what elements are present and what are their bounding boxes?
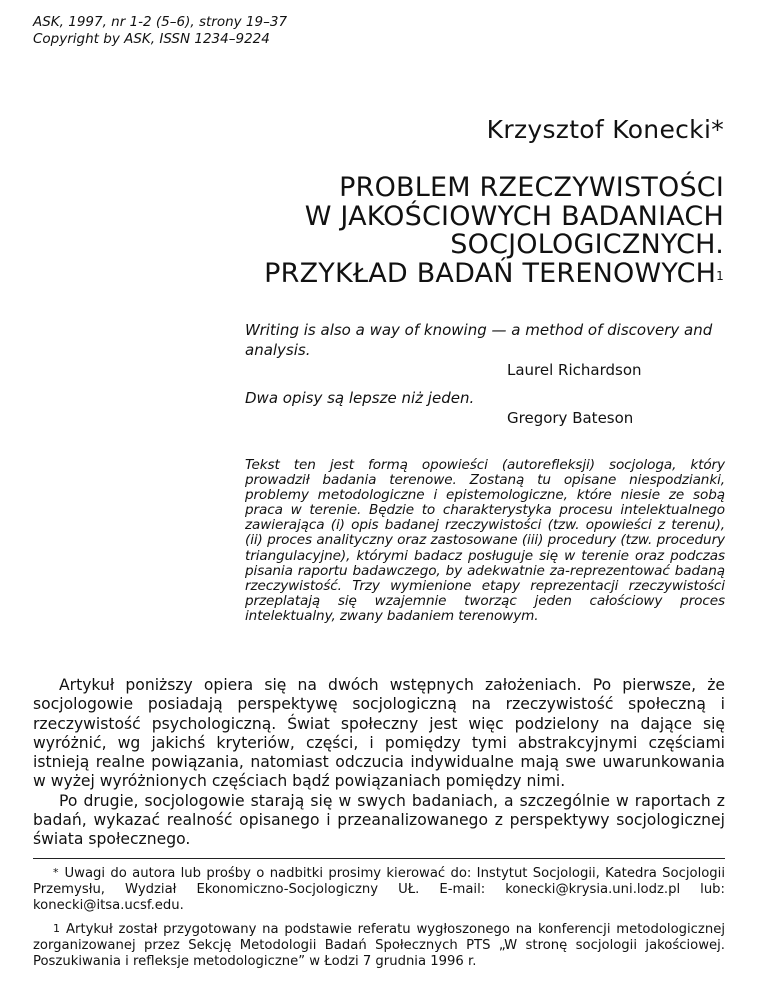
epigraph-source: Laurel Richardson (507, 361, 642, 379)
copyright-line: Copyright by ASK, ISSN 1234–9224 (33, 31, 270, 47)
epigraph-source: Gregory Bateson (507, 409, 634, 427)
article-title (164, 174, 724, 288)
body-paragraph: Po drugie, socjologowie starają się w swych badaniach, a szczególnie w raportach z badań, wykazać realność opisanego i przeanalizowanego z perspektywy socjologicznej świata społecznego. (33, 791, 725, 849)
title-footnote-ref: 1 (716, 268, 724, 283)
epigraph-quote: Writing is also a way of knowing — a method of discovery and analysis. (245, 321, 713, 359)
journal-citation: ASK, 1997, nr 1-2 (5–6), strony 19–37 (33, 14, 288, 30)
journal-header (33, 14, 287, 48)
footnote-text: Artykuł został przygotowany na podstawie referatu wygłoszonego na konferencji metodologicznej zorganizowanej przez Sekcję Metodologii Badań Społecznych PTS „W stronę socjologii jakościowej. Poszukiwania i refleksje metodologiczne” w Łodzi 7 grudnia 1996 r. (33, 922, 725, 970)
epigraph-quote: Dwa opisy są lepsze niż jeden. (245, 389, 475, 407)
footnote-text: Uwagi do autora lub prośby o nadbitki prosimy kierować do: Instytut Socjologii, Katedra Socjologii Przemysłu, Wydział Ekonomiczno-Socjologiczny UŁ. E-mail: konecki@krysia.uni.lodz.pl lub: konecki@itsa.ucsf.edu. (33, 866, 725, 914)
footnote (33, 922, 725, 971)
title-line: W JAKOŚCIOWYCH BADANIACH (304, 200, 724, 232)
footnote (33, 866, 725, 915)
footnote-divider (33, 858, 725, 859)
footnote-mark: * (53, 866, 59, 879)
epigraph (245, 388, 725, 428)
title-line (164, 257, 724, 289)
body-paragraph: Artykuł poniższy opiera się na dwóch wstępnych założeniach. Po pierwsze, że socjologowie posiadają perspektywę socjologiczną na rzeczywistość społeczną i rzeczywistość psychologiczną. Świat społeczny jest więc podzielony na dające się wyróżnić, wg jakichś kryteriów, części, i pomiędzy tymi abstrakcyjnymi częściami istnieją realne powiązania, natomiast odczucia indywidualne mają swe uwarunkowania w wyżej wyróżnionych częściach bądź powiązaniach pomiędzy nimi. (33, 676, 725, 791)
abstract: Tekst ten jest formą opowieści (autorefleksji) socjologa, który prowadził badania terenowe. Zostaną tu opisane niespodzianki, problemy metodologiczne i epistemologiczne, które niesie ze sobą praca w terenie. Będzie to charakterystyka procesu intelektualnego zawierająca (i) opis badanej rzeczywistości (tzw. opowieści z terenu), (ii) proces analityczny oraz zastosowane (iii) procedury (tzw. procedury triangulacyjne), którymi badacz posługuje się w terenie oraz podczas pisania raportu badawczego, by adekwatnie za-reprezentować badaną rzeczywistość. Trzy wymienione etapy reprezentacji rzeczywistości przeplatają się wzajemnie tworząc jeden całościowy proces intelektualny, zwany badaniem terenowym. (245, 457, 725, 624)
title-line: PROBLEM RZECZYWISTOŚCI (339, 172, 724, 203)
article-body (33, 676, 725, 850)
footnote-mark: 1 (53, 922, 60, 935)
title-line: SOCJOLOGICZNYCH. (450, 229, 724, 260)
author-name: Krzysztof Konecki* (486, 115, 724, 144)
title-line-text: PRZYKŁAD BADAŃ TERENOWYCH (264, 257, 717, 289)
epigraph (245, 320, 725, 380)
